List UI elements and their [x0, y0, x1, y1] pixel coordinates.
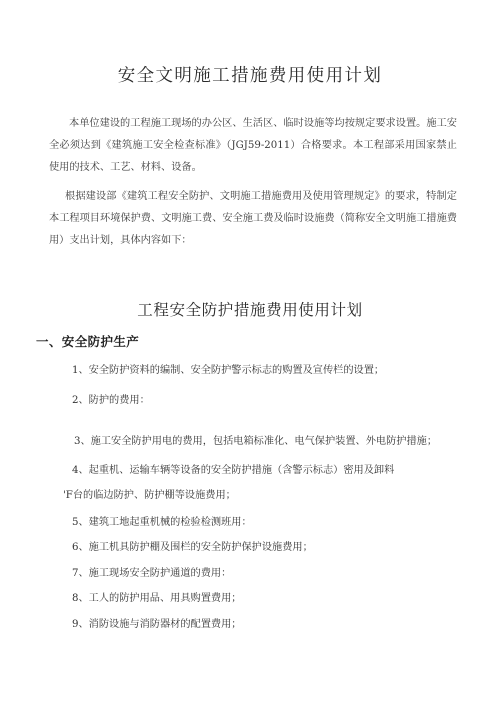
list-item: 4、起重机、运输车辆等设备的安全防护措施（含警示标志）密用及卸料: [72, 465, 395, 476]
list-item: 3、施工安全防护用电的费用，包括电箱标准化、电气保护装置、外电防护措施；: [74, 436, 438, 447]
intro-paragraph: 本单位建设的工程施工现场的办公区、生活区、临时设施等均按规定要求设置。施工安全必须达到《建筑施工安全检查标准》（JGJ59-2011）合格要求。本工程部采用国家禁止使用的技术、工艺、材料、设备。: [49, 118, 457, 173]
list-item: 6、施工机具防护棚及围栏的安全防护保护设施费用；: [72, 542, 313, 553]
list-item: 1、安全防护资料的编制、安全防护警示标志的购置及宣传栏的设置；: [72, 365, 385, 376]
list-item: 5、建筑工地起重机械的检验检测班用：: [72, 517, 252, 528]
list-item: 2、防护的费用：: [72, 395, 150, 406]
document-title: 安全文明施工措施费用使用计划: [117, 66, 383, 86]
list-item: 'F台的临边防护、防护棚等设施费用；: [63, 490, 236, 501]
list-item: 8、工人的防护用品、用具购置费用；: [72, 593, 242, 604]
list-item: 7、施工现场安全防护通道的费用：: [72, 568, 232, 579]
section-heading: 一、安全防护生产: [36, 334, 140, 349]
list-item: 9、消防设施与消防器材的配置费用；: [72, 619, 242, 630]
basis-paragraph: 根据建设部《建筑工程安全防护、文明施工措施费用及使用管理规定》的要求，特制定本工程项目环境保护费、文明施工费、安全施工费及临时设施费（简称安全文明施工措施费用）支出计划，具体内容如下：: [49, 191, 457, 246]
plan-subtitle: 工程安全防护措施费用使用计划: [137, 301, 363, 319]
